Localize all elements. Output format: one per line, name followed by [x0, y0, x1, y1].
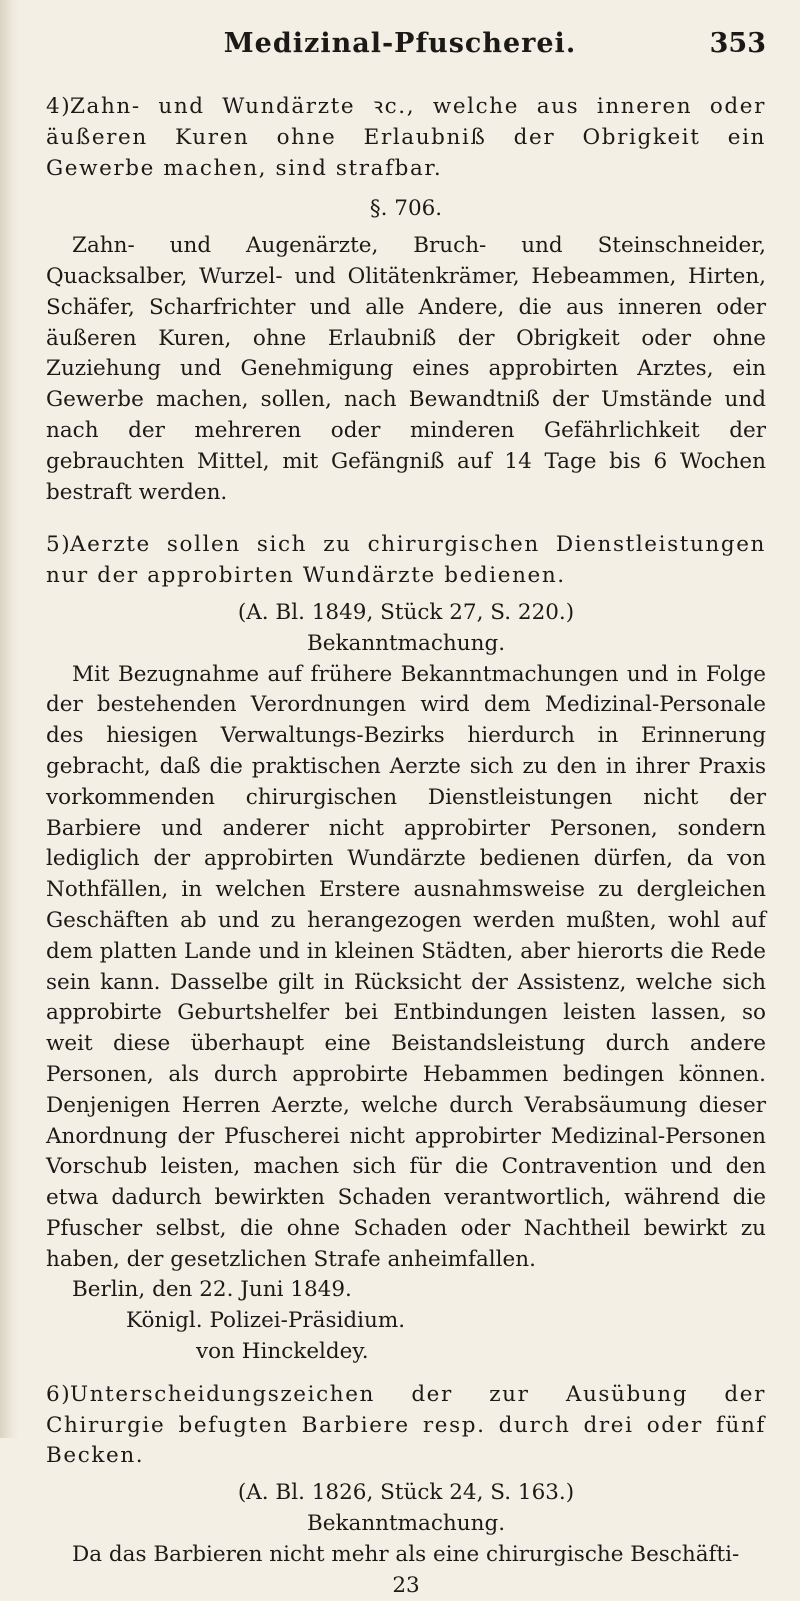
item-6-heading-text: Unterscheidungszeichen der zur Ausübung der Chirurgie befugten Barbiere resp. durch drei oder fünf Becken. [46, 1381, 766, 1469]
item-5-place-date: Berlin, den 22. Juni 1849. [72, 1277, 352, 1303]
item-6-number: 6) [46, 1381, 72, 1407]
item-5-heading-text: Aerzte sollen sich zu chirurgischen Dienstleistungen nur der approbirten Wundärzte bedienen. [46, 532, 766, 589]
running-title: Medizinal-Pfuscherei. [223, 28, 577, 59]
item-4-heading-text: Zahn- und Wundärzte ꝛc., welche aus inneren oder äußeren Kuren ohne Erlaubniß der Obrigkeit ein Gewerbe machen, sind strafbar. [46, 94, 766, 181]
item-5-number: 5) [46, 532, 72, 558]
section-number: §. 706. [369, 196, 443, 222]
item-5-signature-authority: Königl. Polizei-Präsidium. [126, 1308, 406, 1334]
item-4-text: Zahn- und Augenärzte, Bruch- und Steinschneider, Quacksalber, Wurzel- und Olitätenkrämer, Hebeammen, Hirten, Schäfer, Scharfrichter und alle Andere, die aus inneren oder äußeren Kuren, ohne Erlaubniß der Obrigkeit oder ohne Zuziehung und Genehmigung eines approbirten Arztes, ein Gewerbe machen, sollen, nach Bewandtniß der Umstände und nach der mehreren oder minderen Gefährlichkeit der gebrauchten Mittel, mit Gefängniß auf 14 Tage bis 6 Wochen bestraft werden. [46, 233, 766, 505]
item-4-number: 4) [46, 94, 72, 119]
item-5-citation: (A. Bl. 1849, Stück 27, S. 220.) [237, 599, 575, 625]
item-5-signature-name: von Hinckeldey. [196, 1339, 369, 1365]
page-body [46, 92, 766, 1601]
item-5-announcement-title: Bekanntmachung. [306, 630, 506, 656]
binding-gutter [0, 0, 18, 1438]
page-number: 353 [709, 28, 766, 59]
running-header [0, 28, 800, 68]
item-4-heading [46, 92, 766, 184]
signature-mark: 23 [392, 1572, 420, 1598]
item-6-announcement-title: Bekanntmachung. [306, 1511, 506, 1537]
item-5-text: Mit Bezugnahme auf frühere Bekanntmachungen und in Folge der bestehenden Verordnungen wird dem Medizinal-Personale des hiesigen Verwaltungs-Bezirks hierdurch in Erinnerung gebracht, daß die praktischen Aerzte sich zu den in ihrer Praxis vorkommenden chirurgischen Dienstleistungen nicht der Barbiere und anderer nicht approbirter Personen, sondern lediglich der approbirten Wundärzte bedienen dürfen, da von Nothfällen, in welchen Erstere ausnahmsweise zu dergleichen Geschäften ab und zu herangezogen werden mußten, wohl auf dem platten Lande und in kleinen Städten, aber hierorts die Rede sein kann. Dasselbe gilt in Rücksicht der Assistenz, welche sich approbirte Geburtshelfer bei Entbindungen leisten lassen, so weit diese überhaupt eine Beistandsleistung durch andere Personen, als durch approbirte Hebammen bedingen können. Denjenigen Herren Aerzte, welche durch Verabsäumung dieser Anordnung der Pfuscherei nicht approbirter Medizinal-Personen Vorschub leisten, machen sich für die Contravention und den etwa dadurch bewirkten Schaden verantwortlich, während die Pfuscher selbst, die ohne Schaden oder Nachtheil bewirkt zu haben, der gesetzlichen Strafe anheimfallen. [46, 661, 766, 1272]
item-5-heading [46, 530, 766, 592]
item-6-text: Da das Barbieren nicht mehr als eine chirurgische Beschäfti- [72, 1541, 740, 1567]
item-6-heading [46, 1380, 766, 1472]
item-6-citation: (A. Bl. 1826, Stück 24, S. 163.) [237, 1480, 575, 1506]
